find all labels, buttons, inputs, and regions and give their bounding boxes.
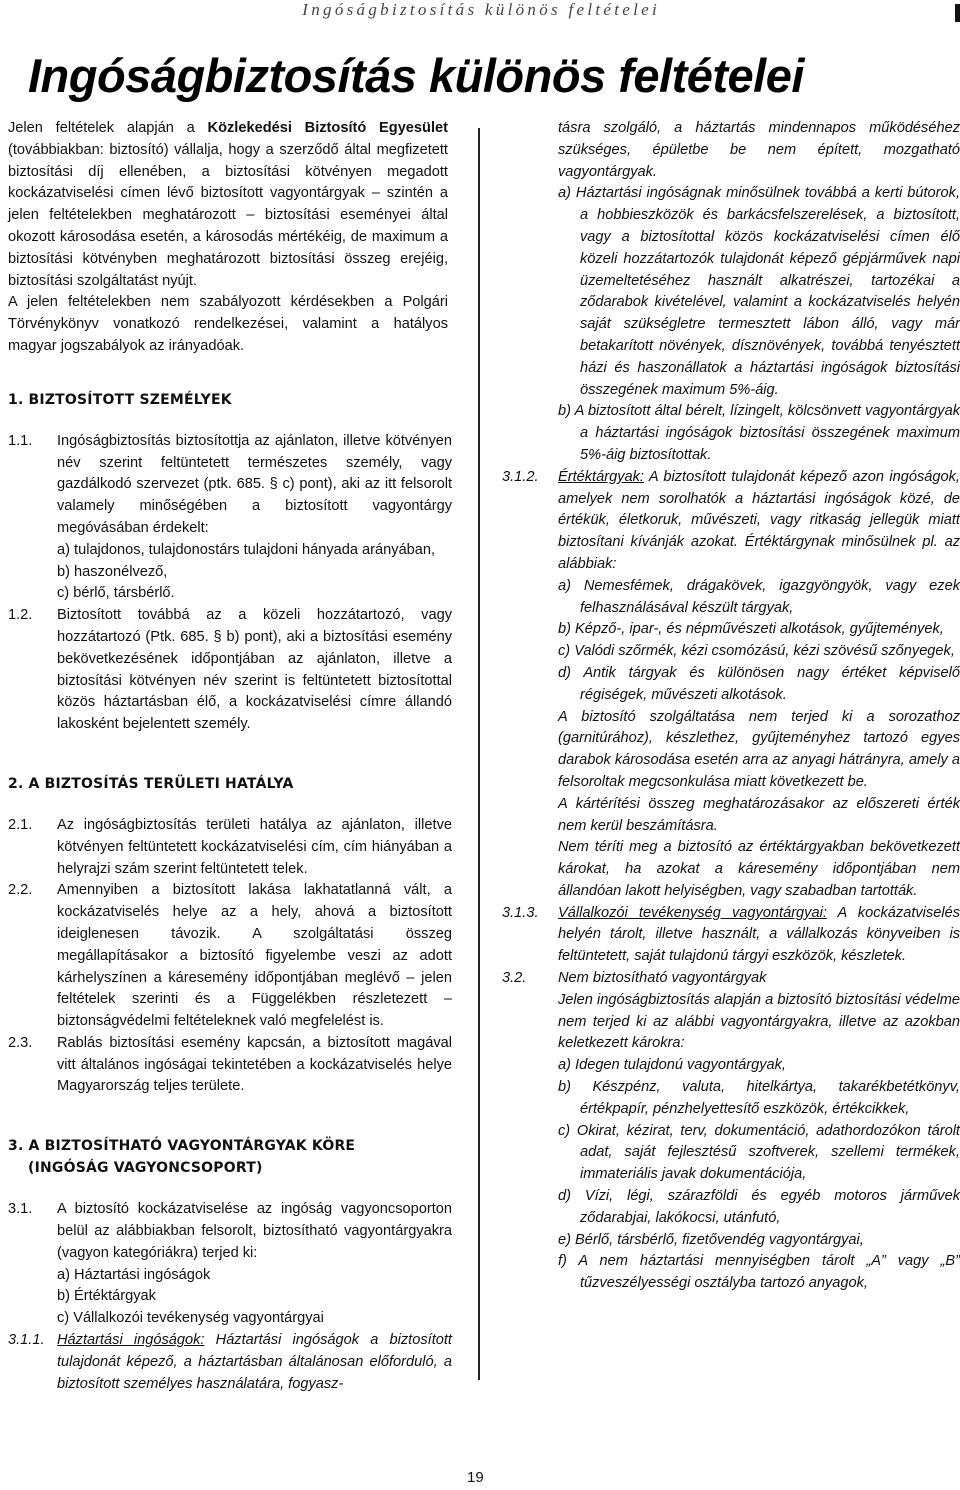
list-item: c) bérlő, társbérlő. bbox=[57, 585, 175, 602]
indent bbox=[502, 118, 558, 467]
insurer-name: Közlekedési Biztosító Egyesület bbox=[207, 120, 448, 136]
list-item: b) Készpénz, valuta, hitelkártya, takarékbetétkönyv, értékpapír, pénzhelyettesítő eszközök, értékcikkek, bbox=[558, 1079, 960, 1117]
term: Vállalkozói tevékenység vagyontárgyai: bbox=[558, 904, 827, 921]
clause-number: 2.2. bbox=[8, 882, 33, 899]
section-3-heading-line-1: 3. A BIZTOSÍTHATÓ VAGYONTÁRGYAK KÖRE bbox=[8, 1138, 356, 1155]
clause-3-1-1-cont bbox=[502, 118, 960, 467]
clause-body bbox=[57, 1199, 452, 1330]
clause-body bbox=[57, 431, 452, 605]
clause-text: A biztosító kockázatviselése az ingóság vagyoncsoporton belül az alábbiakban felsorolt, biztosítható vagyontárgyakra (vagyon kategóriákra) terjed ki: bbox=[57, 1201, 452, 1261]
clause-body bbox=[558, 467, 960, 903]
clause-text: Jelen ingóságbiztosítás alapján a biztosító biztosítási védelme nem terjed ki az alábbi vagyontárgyakra, illetve az azokban keletkezett károkra: bbox=[558, 991, 960, 1052]
list-item: b) A biztosított által bérelt, lízingelt, kölcsönvett vagyontárgyak a háztartási ingóságok biztosítási összegének maximum 5%-áig biztosítottak. bbox=[558, 403, 960, 463]
term-definition: Háztartási ingóságok a biztosított tulajdonát képező, a háztartásban általánosan előforduló, a biztosított személyes használatára, fogyasz- bbox=[57, 1332, 452, 1392]
page-number: 19 bbox=[467, 1469, 484, 1486]
list-item: c) Vállalkozói tevékenység vagyontárgyai bbox=[57, 1310, 324, 1327]
header-rule bbox=[955, 4, 960, 22]
clause-number: 3.1.1. bbox=[8, 1332, 45, 1349]
list-item: d) Antik tárgyak és különösen nagy értéket képviselő régiségek, művészeti alkotások. bbox=[558, 664, 960, 703]
intro-text: Jelen feltételek alapján a bbox=[8, 120, 208, 136]
list-item: b) Képző-, ipar-, és népművészeti alkotások, gyűjtemények, bbox=[558, 621, 944, 638]
list-item: b) Értéktárgyak bbox=[57, 1288, 156, 1305]
clause-title: Nem biztosítható vagyontárgyak bbox=[558, 970, 767, 987]
clause-3-1-2 bbox=[502, 467, 960, 903]
clause-number: 1.2. bbox=[8, 607, 33, 624]
paragraph: A biztosító szolgáltatása nem terjed ki a sorozathoz (garnitúrához), készlethez, gyűjteményhez tartozó egyes darabok károsodása esetén arra az anyagi hátrányra, amely a felsoroltak megcsonkulása miatt következett be. bbox=[558, 708, 960, 790]
list-item: a) Idegen tulajdonú vagyontárgyak, bbox=[558, 1057, 786, 1074]
term-definition: A kockázatviselés helyén tárolt, illetve használt, a vállalkozás könyveiben is feltüntetett, saját tulajdonú tárgyi eszközök, készletek. bbox=[558, 904, 960, 965]
clause-number: 3.1.2. bbox=[502, 468, 539, 485]
running-header-text: Ingóságbiztosítás különös feltételei bbox=[302, 0, 660, 19]
clause-body bbox=[558, 968, 960, 1295]
intro-text-rest: (továbbiakban: biztosító) vállalja, hogy a szerződő által megfizetett biztosítási díj ellenében, a biztosítási kötvényen megadott kockázatviselési címen lévő biztosított vagyontárgyak – szintén a jelen feltételekben meghatározott – biztosítási eseményei által okozott károsodása esetén, a károsodás mértékéig, de maximum a biztosítási kötvényben meghatározott biztosítási összeg erejéig, biztosítási szolgáltatást nyújt. bbox=[8, 141, 448, 289]
clause-3-1-3 bbox=[502, 903, 960, 968]
term: Háztartási ingóságok: bbox=[57, 1332, 205, 1349]
clause-text: Rablás biztosítási esemény kapcsán, a biztosított magával vitt általános ingóságai tekintetében a kockázatviselés helye Magyarország teljes területe. bbox=[57, 1034, 452, 1095]
clause-number: 2.1. bbox=[8, 816, 33, 833]
list-item: a) Háztartási ingóságnak minősülnek továbbá a kerti bútorok, a hobbieszközök és barkácsfelszerelések, a biztosított, vagy a biztosítottal közös kockázatviselési címen élő közeli hozzátartozók tulajdonát képező gépjárművek napi üzemeltetéséhez használt alkatrészei, tartozékai a ződarabok kivételével, valamint a kockázatviselés helyén saját szükségletre termesztett lábon álló, vagy már betakarított növények, dísznövények, továbbá tenyésztett házi és haszonállatok a háztartási ingóságok biztosítási összegének maximum 5%-áig. bbox=[558, 185, 960, 398]
clause-text: Biztosított továbbá az a közeli hozzátartozó, vagy hozzátartozó (Ptk. 685. § b) pont), aki a biztosítási esemény bekövetkezésének időpontjában az ajánlaton, illetve a biztosítási kötvényen név szerint is feltüntetett biztosítottal közös háztartásban élő, a kockázatviselési címre állandó lakosként bejelentett személy. bbox=[57, 607, 452, 733]
page-title: Ingóságbiztosítás különös feltételei bbox=[28, 49, 804, 102]
section-3-heading-line-2: (INGÓSÁG VAGYONCSOPORT) bbox=[28, 1160, 263, 1177]
list-item: a) Nemesfémek, drágakövek, igazgyöngyök, vagy ezek felhasználásával készült tárgyak, bbox=[558, 577, 960, 616]
list-item: a) tulajdonos, tulajdonostárs tulajdoni hányada arányában, bbox=[57, 541, 436, 558]
list-item: b) haszonélvező, bbox=[57, 563, 168, 580]
clause-3-2 bbox=[502, 968, 960, 1295]
paragraph: Nem téríti meg a biztosító az értéktárgyakban bekövetkezett károkat, ha azokat a káresemény időpontjában nem állandóan lakott helyiségben, vagy szabadban tartották. bbox=[558, 839, 960, 899]
clause-number: 1.1. bbox=[8, 432, 33, 449]
clause-text bbox=[558, 903, 960, 968]
column-divider bbox=[478, 128, 480, 1380]
term-definition: A biztosított tulajdonát képező azon ingóságok, amelyek nem sorolhatók a háztartási ingóságok közé, de értékük, életkoruk, művészeti, vagy ritkaság jellegük miatt biztosítani kívánják azokat. Értéktárgynak minősülnek pl. az alábbiak: bbox=[558, 468, 960, 572]
clause-text: Ingóságbiztosítás biztosítottja az ajánlaton, illetve kötvényen név szerint feltüntetett természetes személy, vagy gazdálkodó szervezet (ptk. 685. § c) pont), aki az itt felsorolt valamely minőségében a biztosított vagyontárgy megóvásában érdekelt: bbox=[57, 432, 452, 536]
clause-text bbox=[57, 1330, 452, 1395]
list-item: a) Háztartási ingóságok bbox=[57, 1266, 211, 1283]
list-item: c) Okirat, kézirat, terv, dokumentáció, adathordozókon tárolt adat, saját fejlesztésű szoftverek, szellemi termékek, immateriális javak dokumentációja, bbox=[558, 1122, 960, 1183]
clause-2-3 bbox=[8, 1033, 452, 1098]
list-item: c) Valódi szőrmék, kézi csomózású, kézi szövésű szőnyegek, bbox=[558, 643, 955, 660]
clause-2-1 bbox=[8, 815, 452, 880]
intro-paragraph-2: A jelen feltételekben nem szabályozott kérdésekben a Polgári Törvénykönyv vonatkozó rendelkezései, valamint a hatályos magyar jogszabályok az irányadóak. bbox=[8, 294, 448, 354]
clause-number: 3.2. bbox=[502, 970, 527, 987]
clause-text: tásra szolgáló, a háztartás mindennapos működéséhez szükséges, épületbe be nem épített, mozgatható vagyontárgyak. bbox=[558, 120, 960, 180]
clause-2-2 bbox=[8, 880, 452, 1033]
list-item: d) Vízi, légi, szárazföldi és egyéb motoros járművek ződarabjai, lakókocsi, utánfutó, bbox=[558, 1188, 960, 1226]
left-column bbox=[8, 118, 452, 1395]
clause-1-2 bbox=[8, 605, 452, 736]
list-item: e) Bérlő, társbérlő, fizetővendég vagyontárgyai, bbox=[558, 1231, 864, 1248]
paragraph: A kártérítési összeg meghatározásakor az előszereti érték nem kerül beszámításra. bbox=[558, 795, 960, 834]
clause-body bbox=[558, 118, 960, 467]
intro-paragraph bbox=[8, 118, 448, 292]
clause-number: 3.1.3. bbox=[502, 904, 539, 921]
section-3-heading bbox=[8, 1135, 452, 1179]
clause-1-1 bbox=[8, 431, 452, 605]
clause-number: 2.3. bbox=[8, 1034, 33, 1051]
clause-number: 3.1. bbox=[8, 1201, 33, 1218]
clause-text: Amennyiben a biztosított lakása lakhatatlanná vált, a kockázatviselés helye az a hely, ahová a biztosított ideiglenesen távozik. A szolgáltatási összeg megállapításakor a biztosító figyelembe veszi az adott kárhelyszínen a káresemény időpontjában meglévő – jelen feltételek szerinti és a Függelékben részletezett – biztonságvédelmi feltételeknek való megfelelést is. bbox=[57, 882, 452, 1030]
section-1-heading: 1. BIZTOSÍTOTT SZEMÉLYEK bbox=[8, 391, 232, 408]
term: Értéktárgyak: bbox=[558, 468, 644, 485]
clause-3-1 bbox=[8, 1199, 452, 1330]
section-2-heading: 2. A BIZTOSÍTÁS TERÜLETI HATÁLYA bbox=[8, 775, 294, 792]
running-header bbox=[0, 0, 960, 28]
clause-3-1-1 bbox=[8, 1330, 452, 1395]
clause-text: Az ingóságbiztosítás területi hatálya az ajánlaton, illetve kötvényen feltüntetett kockázatviselési cím, cím hiányában a helyrajzi szám szerint feltüntetett telek. bbox=[57, 816, 452, 877]
right-column bbox=[502, 118, 960, 1295]
list-item: f) A nem háztartási mennyiségben tárolt „A” vagy „B” tűzveszélyességi osztályba tartozó anyagok, bbox=[558, 1253, 960, 1292]
